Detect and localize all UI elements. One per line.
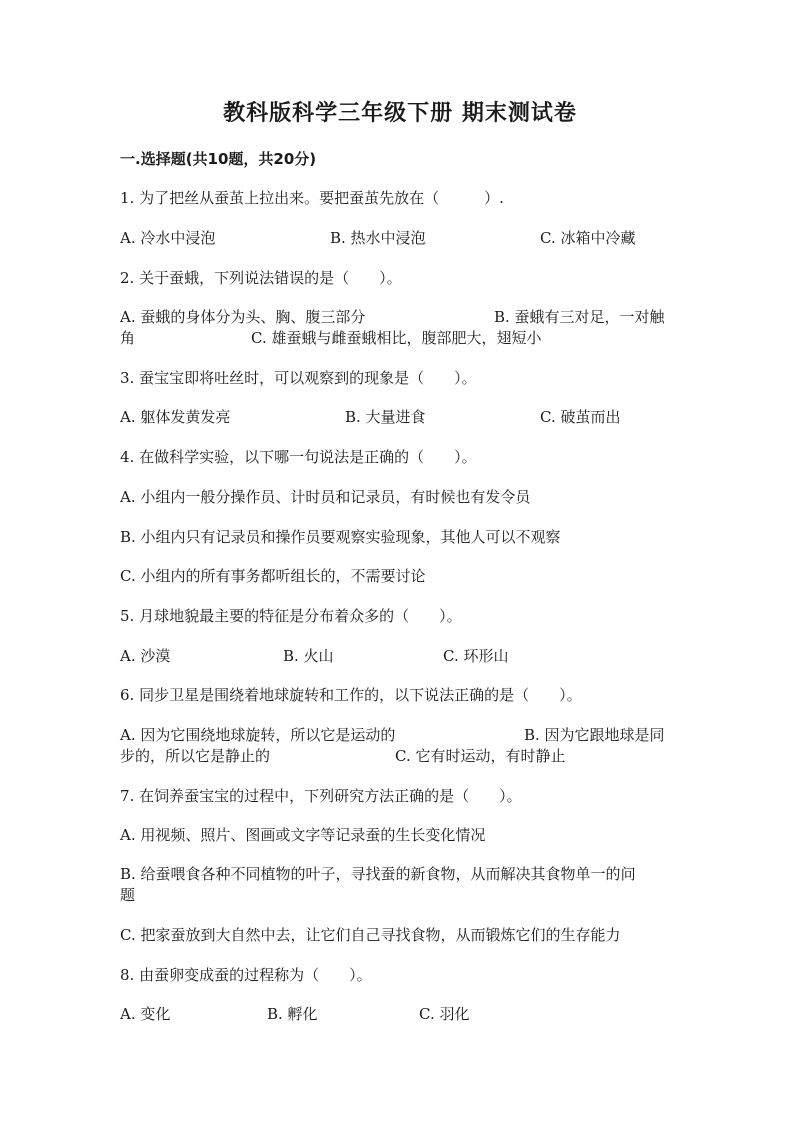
section-heading: 一.选择题(共10题，共20分) [120, 150, 317, 168]
question-7-option-a[interactable]: A. 用视频、照片、图画或文字等记录蚕的生长变化情况 [120, 826, 486, 844]
question-6-option-b-continued: 步的，所以它是静止的 [120, 747, 271, 765]
question-2-option-a[interactable]: A. 蚕蛾的身体分为头、胸、腹三部分 [120, 308, 366, 326]
question-3-option-a[interactable]: A. 躯体发黄发亮 [120, 408, 231, 426]
question-6-option-a[interactable]: A. 因为它围绕地球旋转，所以它是运动的 [120, 726, 396, 744]
question-4-stem: 4. 在做科学实验，以下哪一句说法是正确的（ ）。 [120, 448, 477, 466]
question-1-option-b[interactable]: B. 热水中浸泡 [330, 229, 426, 247]
question-7-option-c[interactable]: C. 把家蚕放到大自然中去，让它们自己寻找食物，从而锻炼它们的生存能力 [120, 926, 621, 944]
question-3-option-b[interactable]: B. 大量进食 [345, 408, 426, 426]
question-1-stem: 1. 为了把丝从蚕茧上拉出来。要把蚕茧先放在（ ）. [120, 189, 504, 207]
question-7-option-b[interactable]: B. 给蚕喂食各种不同植物的叶子，寻找蚕的新食物，从而解决其食物单一的问 [120, 865, 636, 883]
question-4-option-b[interactable]: B. 小组内只有记录员和操作员要观察实验现象，其他人可以不观察 [120, 528, 561, 546]
exam-title: 教科版科学三年级下册 期末测试卷 [223, 101, 577, 126]
question-8-stem: 8. 由蚕卵变成蚕的过程称为（ ）。 [120, 966, 372, 984]
question-7-stem: 7. 在饲养蚕宝宝的过程中，下列研究方法正确的是（ ）。 [120, 787, 522, 805]
question-6-stem: 6. 同步卫星是围绕着地球旋转和工作的，以下说法正确的是（ ）。 [120, 686, 582, 704]
question-8-option-a[interactable]: A. 变化 [120, 1005, 171, 1023]
question-5-option-c[interactable]: C. 环形山 [443, 647, 509, 665]
question-7-option-b-continued: 题 [120, 886, 136, 904]
question-1-option-c[interactable]: C. 冰箱中冷藏 [540, 229, 636, 247]
question-6-option-b[interactable]: B. 因为它跟地球是同 [524, 726, 665, 744]
question-2-option-b-continued: 角 [120, 329, 136, 347]
question-8-option-c[interactable]: C. 羽化 [419, 1005, 470, 1023]
question-5-stem: 5. 月球地貌最主要的特征是分布着众多的（ ）。 [120, 607, 462, 625]
question-4-option-a[interactable]: A. 小组内一般分操作员、计时员和记录员，有时候也有发令员 [120, 488, 531, 506]
question-8-option-b[interactable]: B. 孵化 [267, 1005, 318, 1023]
question-2-option-b[interactable]: B. 蚕蛾有三对足，一对触 [494, 308, 665, 326]
question-4-option-c[interactable]: C. 小组内的所有事务都听组长的，不需要讨论 [120, 567, 426, 585]
question-1-option-a[interactable]: A. 冷水中浸泡 [120, 229, 216, 247]
question-3-option-c[interactable]: C. 破茧而出 [540, 408, 621, 426]
question-6-option-c[interactable]: C. 它有时运动，有时静止 [395, 747, 566, 765]
question-3-stem: 3. 蚕宝宝即将吐丝时，可以观察到的现象是（ ）。 [120, 369, 477, 387]
question-2-option-c[interactable]: C. 雄蚕蛾与雌蚕蛾相比，腹部肥大，翅短小 [251, 329, 542, 347]
question-5-option-a[interactable]: A. 沙漠 [120, 647, 171, 665]
question-5-option-b[interactable]: B. 火山 [283, 647, 334, 665]
question-2-stem: 2. 关于蚕蛾，下列说法错误的是（ ）。 [120, 269, 402, 287]
